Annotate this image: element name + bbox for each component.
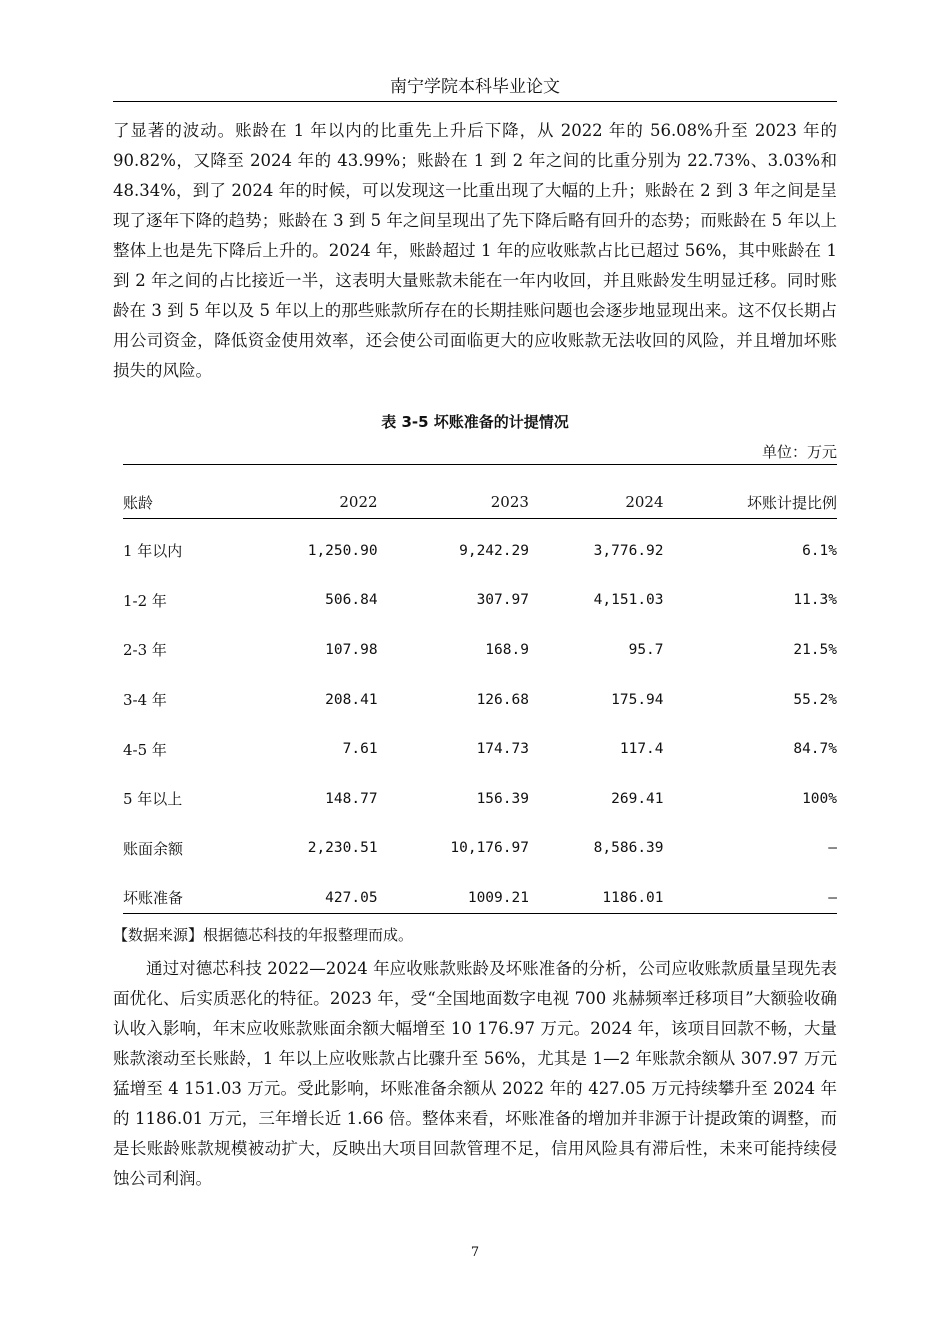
row-label: 1 年以内 <box>123 542 183 561</box>
column-header: 2022 <box>339 493 378 511</box>
cell-value: 11.3% <box>793 592 837 609</box>
table-row <box>123 824 837 874</box>
cell-value: 10,176.97 <box>450 840 529 857</box>
cell-value: 55.2% <box>793 691 837 708</box>
column-header: 账龄 <box>123 493 154 512</box>
cell-value: — <box>828 889 837 906</box>
table-row <box>123 774 837 824</box>
table-row <box>123 576 837 626</box>
cell-value: 174.73 <box>476 741 529 758</box>
cell-value: 175.94 <box>611 691 664 708</box>
data-source-note: 【数据来源】根据德芯科技的年报整理而成。 <box>113 926 414 944</box>
cell-value: 1,250.90 <box>307 542 378 559</box>
cell-value: 9,242.29 <box>459 542 529 559</box>
cell-value: 107.98 <box>325 641 378 658</box>
cell-value: 156.39 <box>476 790 529 807</box>
cell-value: 84.7% <box>793 741 837 758</box>
table-row <box>123 873 837 923</box>
cell-value: 269.41 <box>611 790 664 807</box>
cell-value: — <box>828 840 837 857</box>
paragraph-analysis: 了显著的波动。账龄在 1 年以内的比重先上升后下降，从 2022 年的 56.08%升至 2023 年的 90.82%，又降至 2024 年的 43.99%；账龄在 1 到 2 年之间的比重分别为 22.73%、3.03%和 48.34%，到了 2024 年的时候，可以发现这一比重出现了大幅的上升；账龄在 2 到 3 年之间是呈现了逐年下降的趋势；账龄在 3 到 5 年之间呈现出了先下降后略有回升的态势；而账龄在 5 年以上整体上也是先下降后上升的。2024 年，账龄超过 1 年的应收账款占比已超过 56%，其中账龄在 1 到 2 年之间的占比接近一半，这表明大量账款未能在一年内收回，并且账龄发生明显迁移。同时账龄在 3 到 5 年以及 5 年以上的那些账款所存在的长期挂账问题也会逐步地显现出来。这不仅长期占用公司资金，降低资金使用效率，还会使公司面临更大的应收账款无法收回的风险，并且增加坏账损失的风险。 <box>113 121 837 380</box>
bad-debt-table <box>123 478 837 923</box>
cell-value: 95.7 <box>628 641 664 658</box>
table-unit: 单位：万元 <box>761 443 837 461</box>
cell-value: 3,776.92 <box>593 542 664 559</box>
page-number: 7 <box>470 1245 480 1260</box>
cell-value: 8,586.39 <box>593 840 664 857</box>
cell-value: 100% <box>802 790 837 807</box>
cell-value: 4,151.03 <box>593 592 664 609</box>
table-row <box>123 675 837 725</box>
table-row <box>123 625 837 675</box>
cell-value: 126.68 <box>476 691 529 708</box>
cell-value: 1186.01 <box>602 889 664 906</box>
column-header: 2023 <box>490 493 529 511</box>
row-label: 4-5 年 <box>123 740 167 759</box>
cell-value: 427.05 <box>325 889 378 906</box>
table-header-row <box>123 478 837 526</box>
row-label: 3-4 年 <box>123 691 167 710</box>
cell-value: 208.41 <box>325 691 378 708</box>
table-row <box>123 724 837 774</box>
cell-value: 148.77 <box>325 790 378 807</box>
cell-value: 7.61 <box>342 741 378 758</box>
cell-value: 168.9 <box>485 641 529 658</box>
cell-value: 1009.21 <box>467 889 529 906</box>
running-header: 南宁学院本科毕业论文 <box>390 77 560 97</box>
cell-value: 506.84 <box>325 592 378 609</box>
column-header: 2024 <box>625 493 664 511</box>
cell-value: 6.1% <box>802 542 837 559</box>
row-label: 账面余额 <box>123 839 184 858</box>
table-top-rule <box>123 464 837 465</box>
row-label: 1-2 年 <box>123 591 167 610</box>
cell-value: 21.5% <box>793 641 837 658</box>
row-label: 5 年以上 <box>123 790 183 809</box>
row-label: 坏账准备 <box>123 889 184 908</box>
column-header: 坏账计提比例 <box>746 493 837 512</box>
header-divider <box>113 101 837 102</box>
paragraph-conclusion: 通过对德芯科技 2022—2024 年应收账款账龄及坏账准备的分析，公司应收账款质量呈现先表面优化、后实质恶化的特征。2023 年，受“全国地面数字电视 700 兆赫频率迁移项目”大额验收确认收入影响，年末应收账款账面余额大幅增至 10 176.97 万元。2024 年，该项目回款不畅，大量账款滚动至长账龄，1 年以上应收账款占比骤升至 56%，尤其是 1—2 年账款余额从 307.97 万元猛增至 4 151.03 万元。受此影响，坏账准备余额从 2022 年的 427.05 万元持续攀升至 2024 年的 1186.01 万元，三年增长近 1.66 倍。整体来看，坏账准备的增加并非源于计提政策的调整，而是长账龄账款规模被动扩大，反映出大项目回款管理不足，信用风险具有滞后性，未来可能持续侵蚀公司利润。 <box>113 959 837 1188</box>
cell-value: 307.97 <box>476 592 529 609</box>
table-caption: 表 3-5 坏账准备的计提情况 <box>381 413 569 431</box>
cell-value: 2,230.51 <box>307 840 378 857</box>
cell-value: 117.4 <box>619 741 664 758</box>
table-row <box>123 526 837 576</box>
row-label: 2-3 年 <box>123 641 167 660</box>
